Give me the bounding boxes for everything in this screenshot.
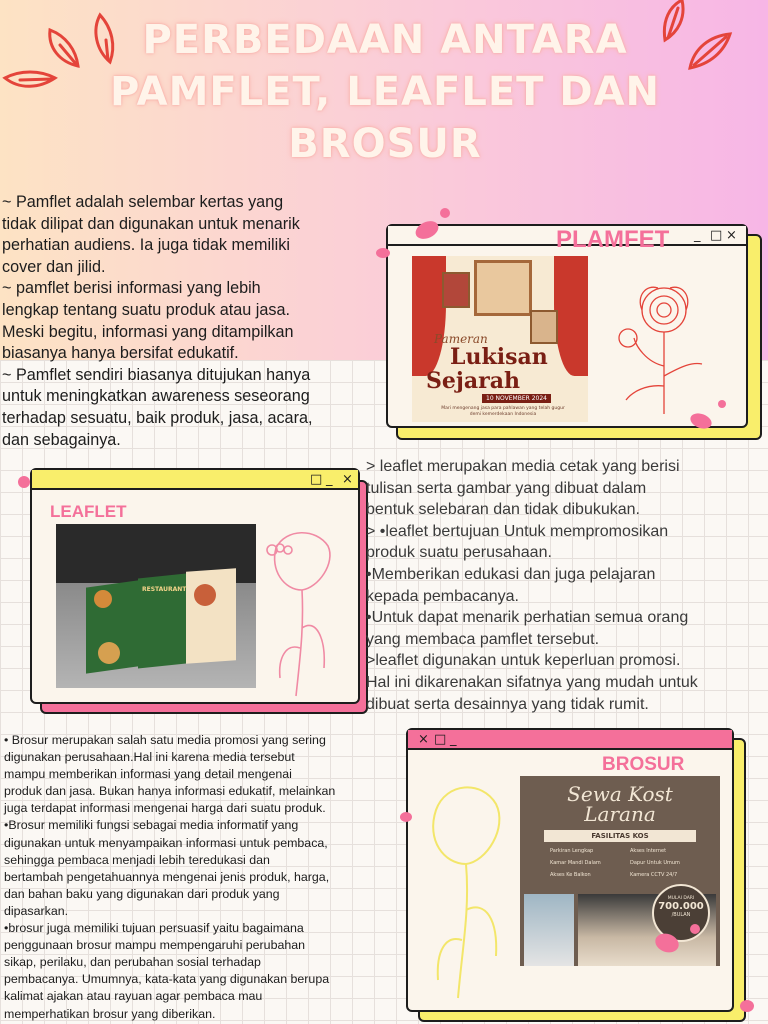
food-circle — [194, 584, 216, 606]
food-circle — [94, 590, 112, 608]
close-icon[interactable]: × — [342, 472, 353, 487]
leaflet-window — [30, 468, 360, 704]
maximize-icon[interactable]: □ — [710, 228, 723, 243]
pink-dot-decoration — [718, 400, 726, 408]
poster-heading-2: Sejarah — [426, 368, 520, 394]
food-circle — [98, 642, 120, 664]
pamflet-poster-image — [412, 256, 588, 422]
brochure-panel-3 — [186, 568, 236, 663]
brochure-title: RESTAURANT — [142, 586, 187, 593]
facility-item: Dapur Untuk Umum — [630, 860, 680, 866]
brosur-poster-image — [520, 776, 720, 966]
close-icon[interactable]: × — [726, 228, 737, 243]
facility-item: Akses Internet — [630, 848, 667, 854]
pink-dot-decoration — [18, 476, 30, 488]
pamflet-label: PLAMFET — [556, 226, 670, 253]
pink-dot-decoration — [376, 248, 390, 258]
pink-dot-decoration — [440, 208, 450, 218]
brosur-window — [406, 728, 734, 1012]
leaflet-photo-image — [56, 524, 256, 688]
facility-item: Parkiran Lengkap — [550, 848, 594, 854]
maximize-icon[interactable]: □ — [310, 472, 323, 487]
lily-illustration-icon — [256, 518, 356, 698]
poster-heading-2: Larana — [584, 802, 656, 826]
pink-dot-decoration — [400, 812, 412, 822]
small-painting-right — [530, 310, 558, 344]
poster-date: 10 NOVEMBER 2024 — [482, 394, 551, 403]
leaflet-label: LEAFLET — [50, 502, 127, 521]
room-photo — [524, 894, 574, 966]
facility-item: Kamar Mandi Dalam — [550, 860, 601, 866]
minimize-icon[interactable]: _ — [326, 472, 333, 487]
poster-caption: Mari mengenang jasa para pahlawan yang telah gugur demi kemerdekaan Indonesia — [441, 406, 565, 417]
rose-illustration-icon — [606, 266, 716, 416]
poster-heading-1: Lukisan — [450, 344, 548, 370]
pink-dot-decoration — [740, 1000, 754, 1012]
leaflet-text: > leaflet merupakan media cetak yang berisi tulisan serta gambar yang dibuat dalam bentuk selebaran dan tidak dibukukan. > •leaflet bertujuan Untuk mempromosikan produk suatu perusahaan. •Memberikan edukasi dan juga pelajaran kepada pembacanya. •Untuk dapat menarik perhatian semua orang yang membaca pamflet tersebut. >leaflet digunakan untuk keperluan promosi. Hal ini dikarenakan sifatnya yang mudah untuk dibuat serta desainnya yang tidak rumit. — [366, 458, 698, 713]
price-value: 700.000 — [658, 901, 704, 912]
painting-frame — [474, 260, 532, 316]
curtain-right — [554, 256, 588, 376]
minimize-icon[interactable]: _ — [450, 732, 457, 747]
pamflet-text: ~ Pamflet adalah selembar kertas yang tidak dilipat dan digunakan untuk menarik perhatian audiens. Ia juga tidak memiliki cover dan jilid. ~ pamflet berisi informasi yang lebih lengkap tentang suatu produk atau jasa. Meski begitu, informasi yang ditampilkan biasanya hanya bersifat edukatif. ~ Pamflet sendiri biasanya ditujukan hanya untuk meningkatkan awareness seseorang terhadap sesuatu, baik produk, jasa, acara, dan sebagainya. — [2, 193, 313, 449]
facilities-title: FASILITAS KOS — [544, 830, 696, 842]
price-from: MULAI DARI — [667, 896, 695, 901]
facility-item: Akses Ke Balkon — [550, 872, 591, 878]
pink-dot-decoration — [690, 924, 700, 934]
close-icon[interactable]: × — [418, 732, 429, 747]
brosur-text: • Brosur merupakan salah satu media promosi yang sering digunakan perusahaan.Hal ini karena media tersebut mampu memberikan informasi yang detail mengenai produk dan jasa. Bukan hanya informasi edukatif, melainkan juga terdapat informasi mengenai harga dari suatu produk. •Brosur memiliki fungsi sebagai media informatif yang digunakan untuk menyampaikan informasi untuk pembaca, sehingga pembaca menjadi lebih teredukasi dan bertambah pengetahuannya mengenai jenis produk, harga, dan bahan baku yang digunakan dari produk yang dipasarkan. •brosur juga memiliki tujuan persuasif yaitu bagaimana penggunaan brosur mampu mempengaruhi perubahan sikap, perilaku, dan perubahan sosial terhadap pembacanya. Umumnya, kata-kata yang digunakan berupa kalimat ajakan atau rayuan agar pembaca mau memperhatikan brosur yang diberikan. — [4, 733, 336, 1021]
maximize-icon[interactable]: □ — [434, 732, 447, 747]
page-title: PERBEDAAN ANTARA PAMFLET, LEAFLET DAN BROSUR — [110, 17, 660, 167]
poster-script: Pameran — [434, 332, 488, 346]
pamflet-window — [386, 224, 748, 428]
brosur-label: BROSUR — [602, 754, 685, 775]
yellow-lily-illustration-icon — [416, 770, 526, 1000]
small-painting-left — [442, 272, 470, 308]
curtain-left — [412, 256, 446, 376]
price-unit: /BULAN — [671, 912, 691, 918]
facility-item: Kamera CCTV 24/7 — [630, 872, 678, 878]
poster-heading-1: Sewa Kost — [567, 782, 673, 806]
minimize-icon[interactable]: _ — [694, 228, 701, 243]
